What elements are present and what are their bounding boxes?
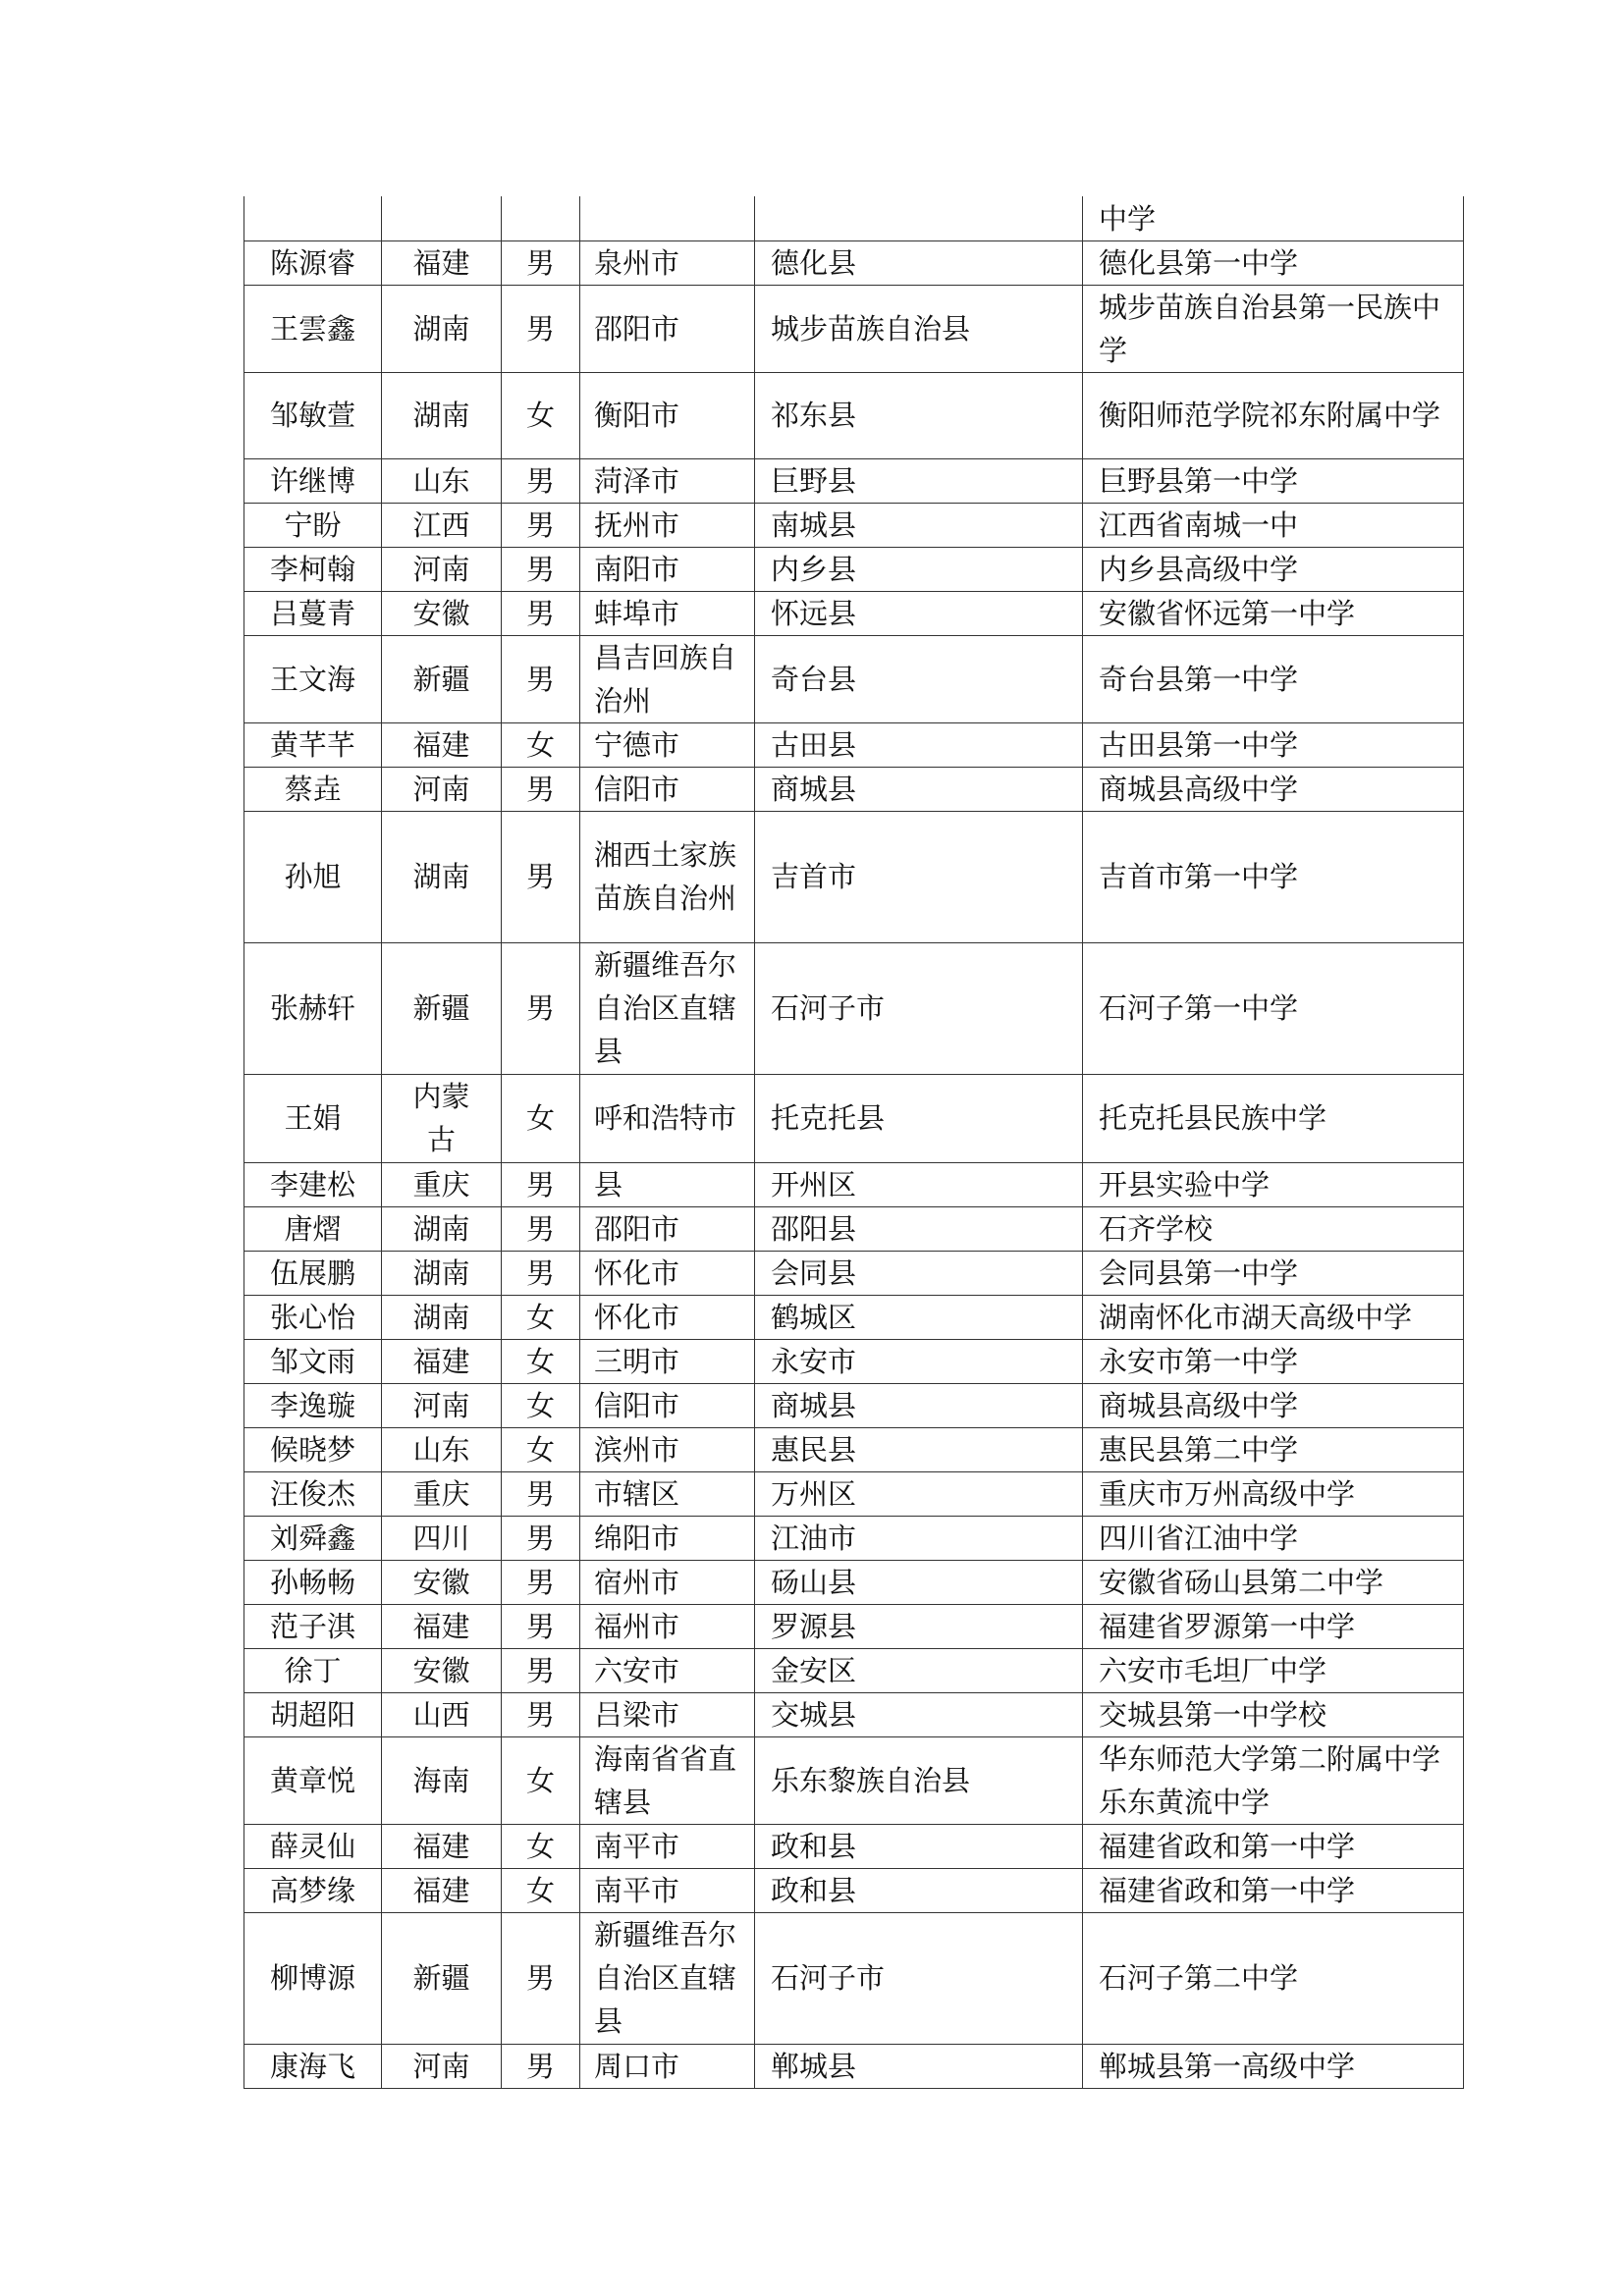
table-row <box>244 811 1464 942</box>
county-cell: 巨野县 <box>755 458 1083 503</box>
name-cell: 宁盼 <box>244 503 382 547</box>
name-cell: 范子淇 <box>244 1604 382 1648</box>
county-cell <box>755 196 1083 240</box>
province-cell: 福建 <box>382 1604 502 1648</box>
school-cell: 奇台县第一中学 <box>1083 635 1464 722</box>
table-row <box>244 240 1464 285</box>
county-cell: 惠民县 <box>755 1427 1083 1471</box>
student-table <box>244 196 1464 2089</box>
table-row <box>244 547 1464 591</box>
table-row <box>244 1427 1464 1471</box>
city-cell: 六安市 <box>580 1648 755 1692</box>
county-cell: 商城县 <box>755 767 1083 811</box>
table-row <box>244 1383 1464 1427</box>
county-cell: 古田县 <box>755 722 1083 767</box>
county-cell: 托克托县 <box>755 1074 1083 1162</box>
table-row <box>244 196 1464 240</box>
province-cell: 内蒙古 <box>382 1074 502 1162</box>
school-cell: 福建省政和第一中学 <box>1083 1868 1464 1912</box>
school-cell: 城步苗族自治县第一民族中学 <box>1083 285 1464 372</box>
table-row <box>244 503 1464 547</box>
gender-cell: 男 <box>502 1162 580 1206</box>
name-cell: 徐丁 <box>244 1648 382 1692</box>
province-cell: 新疆 <box>382 942 502 1074</box>
school-cell: 托克托县民族中学 <box>1083 1074 1464 1162</box>
province-cell: 河南 <box>382 767 502 811</box>
county-cell: 政和县 <box>755 1824 1083 1868</box>
city-cell: 滨州市 <box>580 1427 755 1471</box>
school-cell: 吉首市第一中学 <box>1083 811 1464 942</box>
name-cell: 薛灵仙 <box>244 1824 382 1868</box>
school-cell: 重庆市万州高级中学 <box>1083 1471 1464 1516</box>
gender-cell: 男 <box>502 1604 580 1648</box>
province-cell: 福建 <box>382 722 502 767</box>
table-row <box>244 1162 1464 1206</box>
name-cell: 李逸璇 <box>244 1383 382 1427</box>
name-cell: 柳博源 <box>244 1912 382 2044</box>
province-cell: 安徽 <box>382 1648 502 1692</box>
name-cell: 王文海 <box>244 635 382 722</box>
city-cell: 湘西土家族苗族自治州 <box>580 811 755 942</box>
table-row <box>244 285 1464 372</box>
city-cell: 泉州市 <box>580 240 755 285</box>
school-cell: 石河子第一中学 <box>1083 942 1464 1074</box>
table-row <box>244 942 1464 1074</box>
county-cell: 罗源县 <box>755 1604 1083 1648</box>
school-cell: 商城县高级中学 <box>1083 1383 1464 1427</box>
gender-cell: 男 <box>502 547 580 591</box>
county-cell: 会同县 <box>755 1251 1083 1295</box>
gender-cell: 男 <box>502 635 580 722</box>
table-row <box>244 1868 1464 1912</box>
county-cell: 鹤城区 <box>755 1295 1083 1339</box>
city-cell: 绵阳市 <box>580 1516 755 1560</box>
table-row <box>244 635 1464 722</box>
name-cell: 康海飞 <box>244 2044 382 2088</box>
school-cell: 巨野县第一中学 <box>1083 458 1464 503</box>
school-cell: 湖南怀化市湖天高级中学 <box>1083 1295 1464 1339</box>
gender-cell: 女 <box>502 1868 580 1912</box>
name-cell: 胡超阳 <box>244 1692 382 1736</box>
city-cell: 呼和浩特市 <box>580 1074 755 1162</box>
table-row <box>244 1736 1464 1824</box>
county-cell: 城步苗族自治县 <box>755 285 1083 372</box>
table-row <box>244 1692 1464 1736</box>
province-cell: 山西 <box>382 1692 502 1736</box>
gender-cell: 女 <box>502 372 580 458</box>
county-cell: 江油市 <box>755 1516 1083 1560</box>
county-cell: 祁东县 <box>755 372 1083 458</box>
school-cell: 永安市第一中学 <box>1083 1339 1464 1383</box>
name-cell: 王雲鑫 <box>244 285 382 372</box>
name-cell: 邹敏萱 <box>244 372 382 458</box>
province-cell: 河南 <box>382 547 502 591</box>
gender-cell: 男 <box>502 1560 580 1604</box>
name-cell: 唐熠 <box>244 1206 382 1251</box>
province-cell: 福建 <box>382 240 502 285</box>
province-cell <box>382 196 502 240</box>
gender-cell: 女 <box>502 1295 580 1339</box>
table-row <box>244 1824 1464 1868</box>
province-cell: 海南 <box>382 1736 502 1824</box>
province-cell: 湖南 <box>382 285 502 372</box>
school-cell: 四川省江油中学 <box>1083 1516 1464 1560</box>
name-cell: 王娟 <box>244 1074 382 1162</box>
gender-cell: 男 <box>502 1471 580 1516</box>
province-cell: 四川 <box>382 1516 502 1560</box>
gender-cell <box>502 196 580 240</box>
gender-cell: 女 <box>502 1736 580 1824</box>
gender-cell: 男 <box>502 1206 580 1251</box>
city-cell: 新疆维吾尔自治区直辖县 <box>580 1912 755 2044</box>
name-cell: 吕蔓青 <box>244 591 382 635</box>
table-row <box>244 2044 1464 2088</box>
table-row <box>244 1339 1464 1383</box>
school-cell: 石齐学校 <box>1083 1206 1464 1251</box>
school-cell: 江西省南城一中 <box>1083 503 1464 547</box>
province-cell: 重庆 <box>382 1162 502 1206</box>
province-cell: 山东 <box>382 458 502 503</box>
table-row <box>244 1251 1464 1295</box>
province-cell: 湖南 <box>382 1206 502 1251</box>
school-cell: 内乡县高级中学 <box>1083 547 1464 591</box>
city-cell: 怀化市 <box>580 1251 755 1295</box>
gender-cell: 男 <box>502 1912 580 2044</box>
table-row <box>244 1912 1464 2044</box>
city-cell: 怀化市 <box>580 1295 755 1339</box>
province-cell: 江西 <box>382 503 502 547</box>
school-cell: 中学 <box>1083 196 1464 240</box>
county-cell: 郸城县 <box>755 2044 1083 2088</box>
province-cell: 福建 <box>382 1868 502 1912</box>
name-cell: 汪俊杰 <box>244 1471 382 1516</box>
province-cell: 湖南 <box>382 1295 502 1339</box>
name-cell: 许继博 <box>244 458 382 503</box>
table-row <box>244 1516 1464 1560</box>
school-cell: 交城县第一中学校 <box>1083 1692 1464 1736</box>
name-cell: 邹文雨 <box>244 1339 382 1383</box>
gender-cell: 男 <box>502 2044 580 2088</box>
province-cell: 新疆 <box>382 1912 502 2044</box>
city-cell: 菏泽市 <box>580 458 755 503</box>
county-cell: 金安区 <box>755 1648 1083 1692</box>
province-cell: 安徽 <box>382 1560 502 1604</box>
county-cell: 怀远县 <box>755 591 1083 635</box>
name-cell: 黄芊芊 <box>244 722 382 767</box>
school-cell: 安徽省怀远第一中学 <box>1083 591 1464 635</box>
province-cell: 湖南 <box>382 811 502 942</box>
province-cell: 福建 <box>382 1339 502 1383</box>
city-cell: 市辖区 <box>580 1471 755 1516</box>
school-cell: 郸城县第一高级中学 <box>1083 2044 1464 2088</box>
county-cell: 奇台县 <box>755 635 1083 722</box>
county-cell: 吉首市 <box>755 811 1083 942</box>
county-cell: 交城县 <box>755 1692 1083 1736</box>
gender-cell: 男 <box>502 1251 580 1295</box>
city-cell: 昌吉回族自治州 <box>580 635 755 722</box>
gender-cell: 女 <box>502 1427 580 1471</box>
gender-cell: 女 <box>502 1074 580 1162</box>
city-cell: 南平市 <box>580 1868 755 1912</box>
county-cell: 永安市 <box>755 1339 1083 1383</box>
name-cell: 黄章悦 <box>244 1736 382 1824</box>
city-cell: 信阳市 <box>580 1383 755 1427</box>
table-row <box>244 767 1464 811</box>
gender-cell: 男 <box>502 942 580 1074</box>
county-cell: 乐东黎族自治县 <box>755 1736 1083 1824</box>
table-row <box>244 1604 1464 1648</box>
city-cell: 衡阳市 <box>580 372 755 458</box>
city-cell: 海南省省直辖县 <box>580 1736 755 1824</box>
name-cell: 蔡垚 <box>244 767 382 811</box>
gender-cell: 男 <box>502 811 580 942</box>
city-cell: 南阳市 <box>580 547 755 591</box>
table-row <box>244 1295 1464 1339</box>
city-cell: 蚌埠市 <box>580 591 755 635</box>
name-cell: 候晓梦 <box>244 1427 382 1471</box>
province-cell: 重庆 <box>382 1471 502 1516</box>
name-cell: 刘舜鑫 <box>244 1516 382 1560</box>
gender-cell: 男 <box>502 1648 580 1692</box>
province-cell: 新疆 <box>382 635 502 722</box>
city-cell: 南平市 <box>580 1824 755 1868</box>
city-cell: 新疆维吾尔自治区直辖县 <box>580 942 755 1074</box>
city-cell: 福州市 <box>580 1604 755 1648</box>
gender-cell: 男 <box>502 1692 580 1736</box>
county-cell: 内乡县 <box>755 547 1083 591</box>
school-cell: 衡阳师范学院祁东附属中学 <box>1083 372 1464 458</box>
gender-cell: 男 <box>502 1516 580 1560</box>
table-row <box>244 722 1464 767</box>
province-cell: 河南 <box>382 2044 502 2088</box>
city-cell <box>580 196 755 240</box>
province-cell: 河南 <box>382 1383 502 1427</box>
province-cell: 湖南 <box>382 1251 502 1295</box>
school-cell: 石河子第二中学 <box>1083 1912 1464 2044</box>
school-cell: 会同县第一中学 <box>1083 1251 1464 1295</box>
city-cell: 邵阳市 <box>580 285 755 372</box>
county-cell: 开州区 <box>755 1162 1083 1206</box>
name-cell: 张心怡 <box>244 1295 382 1339</box>
school-cell: 福建省罗源第一中学 <box>1083 1604 1464 1648</box>
table-row <box>244 372 1464 458</box>
county-cell: 邵阳县 <box>755 1206 1083 1251</box>
name-cell: 陈源睿 <box>244 240 382 285</box>
gender-cell: 女 <box>502 1383 580 1427</box>
province-cell: 湖南 <box>382 372 502 458</box>
county-cell: 万州区 <box>755 1471 1083 1516</box>
county-cell: 南城县 <box>755 503 1083 547</box>
name-cell <box>244 196 382 240</box>
school-cell: 古田县第一中学 <box>1083 722 1464 767</box>
name-cell: 张赫轩 <box>244 942 382 1074</box>
table-row <box>244 591 1464 635</box>
gender-cell: 男 <box>502 240 580 285</box>
table-row <box>244 1560 1464 1604</box>
city-cell: 宿州市 <box>580 1560 755 1604</box>
city-cell: 县 <box>580 1162 755 1206</box>
city-cell: 抚州市 <box>580 503 755 547</box>
province-cell: 山东 <box>382 1427 502 1471</box>
city-cell: 信阳市 <box>580 767 755 811</box>
gender-cell: 女 <box>502 722 580 767</box>
school-cell: 安徽省砀山县第二中学 <box>1083 1560 1464 1604</box>
gender-cell: 男 <box>502 285 580 372</box>
county-cell: 商城县 <box>755 1383 1083 1427</box>
city-cell: 宁德市 <box>580 722 755 767</box>
gender-cell: 男 <box>502 503 580 547</box>
school-cell: 福建省政和第一中学 <box>1083 1824 1464 1868</box>
school-cell: 商城县高级中学 <box>1083 767 1464 811</box>
school-cell: 华东师范大学第二附属中学乐东黄流中学 <box>1083 1736 1464 1824</box>
name-cell: 孙旭 <box>244 811 382 942</box>
city-cell: 周口市 <box>580 2044 755 2088</box>
city-cell: 三明市 <box>580 1339 755 1383</box>
gender-cell: 女 <box>502 1339 580 1383</box>
table-row <box>244 1471 1464 1516</box>
table-row <box>244 1074 1464 1162</box>
table-row <box>244 458 1464 503</box>
school-cell: 德化县第一中学 <box>1083 240 1464 285</box>
table-row <box>244 1648 1464 1692</box>
province-cell: 福建 <box>382 1824 502 1868</box>
table-row <box>244 1206 1464 1251</box>
county-cell: 政和县 <box>755 1868 1083 1912</box>
school-cell: 惠民县第二中学 <box>1083 1427 1464 1471</box>
name-cell: 高梦缘 <box>244 1868 382 1912</box>
gender-cell: 男 <box>502 458 580 503</box>
gender-cell: 女 <box>502 1824 580 1868</box>
name-cell: 李柯翰 <box>244 547 382 591</box>
city-cell: 吕梁市 <box>580 1692 755 1736</box>
name-cell: 伍展鹏 <box>244 1251 382 1295</box>
province-cell: 安徽 <box>382 591 502 635</box>
gender-cell: 男 <box>502 767 580 811</box>
name-cell: 孙畅畅 <box>244 1560 382 1604</box>
county-cell: 石河子市 <box>755 942 1083 1074</box>
city-cell: 邵阳市 <box>580 1206 755 1251</box>
gender-cell: 男 <box>502 591 580 635</box>
school-cell: 六安市毛坦厂中学 <box>1083 1648 1464 1692</box>
county-cell: 石河子市 <box>755 1912 1083 2044</box>
name-cell: 李建松 <box>244 1162 382 1206</box>
school-cell: 开县实验中学 <box>1083 1162 1464 1206</box>
county-cell: 砀山县 <box>755 1560 1083 1604</box>
county-cell: 德化县 <box>755 240 1083 285</box>
